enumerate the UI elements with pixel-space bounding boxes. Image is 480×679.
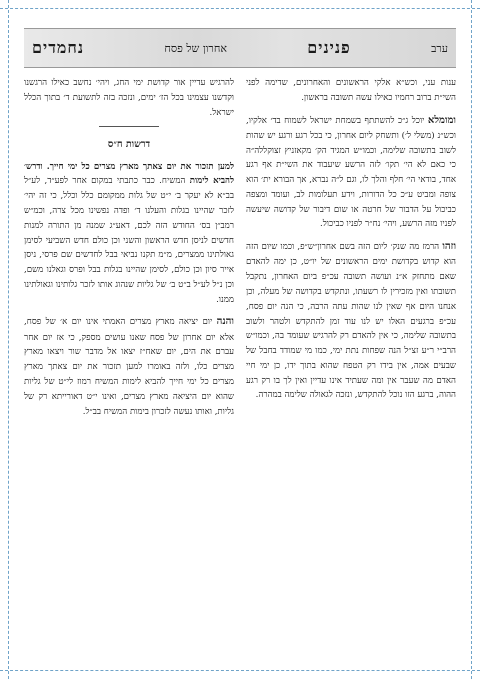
text-columns	[24, 76, 456, 655]
paragraph-text: הרמז מה שנק׳ ליום הזה בשם אחרון״ש״פ, וכמו שיום הזה הוא קדוש בקדושת ימים הראשונים של יו״ט, כן ימה להאדם שאם מתחזק א״נ ועושה תשובה עכ״פ ביום האחרון, נתקבל תשובתו ואין מזכירין לו רשעתו, ונתקדש בקדושה של מעלה, וכן אנחנו היום אף שאין לנו שהות עתה הרבה, כי הנה יום פסח, עכ״פ ברגעים האלו יש לנו עוד זמן להתקדש ולטהר ולשוב בתשובה שלימה, כי אין להאדם רק להרגיש שעומד בה, וכמו״ש הרב״י ר״ע זצ״ל הנה שפחות נתת ימי, כמו מי שמודד בחבל של שבעים אמה, אין בידו רק הטפח שהוא בתוך ידו, כן ימי חיי האדם מה שעבר אין ומה שעתיד אינו עדיין ואין לך בו רק רגע ההוה, ברגע הזו נוכל להתקדש, ונזכה לגאולה שלימה במהרה.	[246, 242, 456, 401]
lead-word: והנה	[216, 316, 234, 328]
crop-border-right	[471, 0, 472, 679]
paragraph-text: יום יציאה מארץ מצרים האמתי אינו יום א׳ של פסח, אלא יום אחרון של פסח שאנו עושים מספק, כי אז יום אחר עברם את הים, יום שאח״ז יצאו אל מדבר שור ויצאו מארץ מצרים כלו, ולזה באומרו למען תזכור את יום צאתך מארץ מצרים כל ימי חייך להביא לימות המשיח רמוז לי״ט של גליות שהוא יום היציאה מארץ מצרים, ואינו י״ט דאורייתא רק של גליות, ואותו נעשה לזכרון בימות המשיח בב״ל.	[24, 317, 234, 417]
paragraph: להרגיש עדיין אור קדושת ימי החג, ויהי׳ נחשב כאילו הרגשנו וקדשנו עצמינו בכל הז׳ ימים, ונזכה בזה לתשועת ד׳ בתוך הכלל ישראל.	[24, 78, 234, 118]
paragraph-text: המשיח. כבר כתבתי במקום אחר לפע״ד, לע״ל בב״א לא יעקר ב׳ י״ט של גלות ממקומם כלל וכלל, כי זה יהי׳ לזכר שהיינו בגלות והעלנו ד׳ ופדה נפשינו מכל צרה, וכמ״ש רמב״ן בס׳ החודש הזה לכם, דאע״ג שמנה מן התורה למנות חדשים לניסן חדש הראשון והשני וכן כולם חדש השביעי לסימן גאולתינו ממצרים, מ״מ תקנו נביאי בבל לחדשים שם פרסי, ניסן אייר סיון וכן כולם, לסימן שהיינו בגלות בבל ופרס וגאלנו משם, וכן נ״ל לע״ל ב״ט ב׳ של גליות שנהוג אותו לזכר גלותינו וגאולתינו ממנו.	[24, 176, 234, 305]
crop-border-bottom	[0, 670, 480, 671]
header-label-left: נחמדים	[32, 38, 85, 57]
header-title: פנינים	[307, 38, 351, 57]
verse-lead: למען תזכור את יום צאתך מארץ מצרים כל ימי חייך. ודרש׳ להביא לימות	[24, 161, 234, 187]
paragraph: ענות עני, וכש״א אלקי הראשונים והאחרונים, שדימה לפני השי״ת ברוב רחמיו כאילו עשה תשובה בראשון.	[246, 78, 456, 103]
lead-word: וזהו	[442, 241, 456, 253]
paragraph	[24, 313, 234, 419]
column-left	[24, 76, 234, 655]
paragraph-text: יוכל ג״כ להשתתף בשמחת ישראל לשמוח בד׳ אלקיו, וכש״נ (משלי ל׳) ותשחק ליום אחרון, כי בכל רגע ורגע יש שהות לשוב בתשובה שלימה, וכמו״ש המגיד הק׳ מקאזניץ זצוקללה״ה כי כאם לא הי׳ תקו׳ לזה הרשע שיעבוד את השי״ת אף רגע אחד, בודאי הי׳ חלף והלך לו, וגם ל״ה נברא, אך הבורא ית׳ הוא צופה ומביט ע״כ כל הדורות, וידע תעלומות לב, ועומד ומצפה כביכול על הדבור של חרטה או שום דיבור של קדושה שיעשה לפניו מזה הרשע, ויהי׳ נח״ר לפניו כביכול.	[246, 115, 456, 230]
header-section: אחרון של פסח	[164, 41, 227, 55]
lead-word: ומומלא	[427, 114, 456, 126]
section-heading: דרשות ח״ס	[107, 139, 151, 151]
page-header	[24, 28, 456, 68]
section-divider	[99, 126, 159, 127]
paragraph	[246, 112, 456, 233]
column-right	[246, 76, 456, 655]
header-label-right: ערב	[431, 41, 448, 55]
crop-border-top	[0, 8, 480, 9]
paragraph	[246, 238, 456, 403]
crop-border-left	[8, 0, 9, 679]
paragraph	[24, 160, 234, 308]
